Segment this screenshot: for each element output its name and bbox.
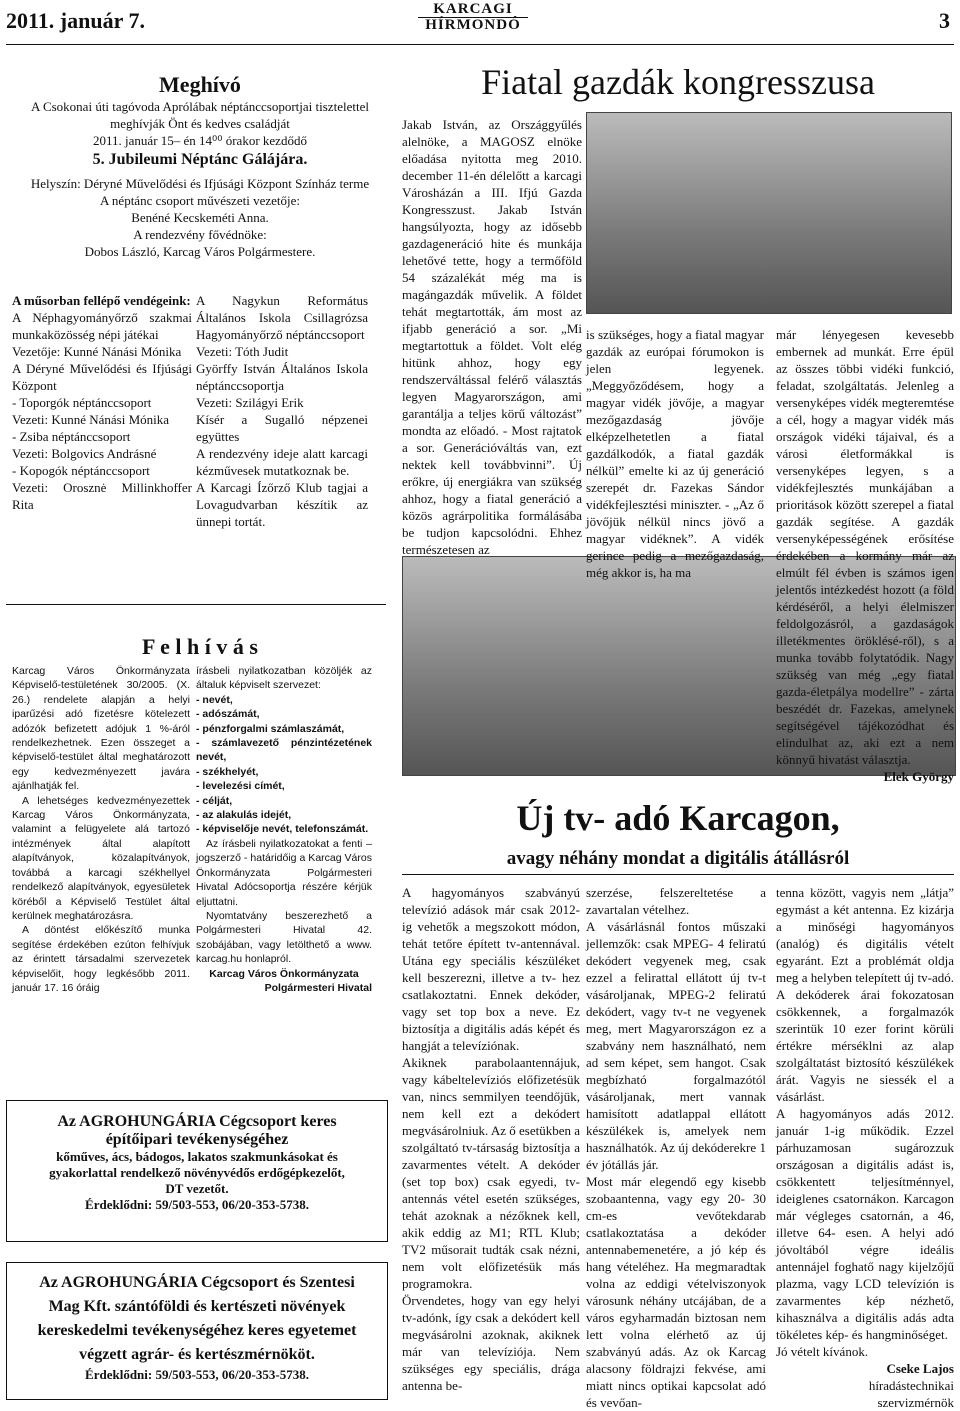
required-item: - számlavezető pénzintézetének nevét, bbox=[196, 737, 372, 764]
required-item: - pénzforgalmi számlaszámát, bbox=[196, 722, 345, 735]
required-item: - levelezési címét, bbox=[196, 780, 285, 793]
performer-line: Vezeti: Szilágyi Erik bbox=[196, 395, 304, 410]
tv-col-2: szerzése, felszereltetése a zavartalan vételhez. A vásárlásnál fontos műszaki jellemzők: csak MPEG- 4 feliratú dekódert vegyenek meg, csak ezzel a felirattal ellátott új tv-t vásároljanak, MPEG-2 feliratú dekódert, vagy tv-t ne vegyenek meg, mert Magyarországon ez a szabvány nem használható, nem ad sem képet, sem hangot. Csak megbízható forgalmazótól vásároljanak, mert vannak hamisított adatlappal ellátott készülékek is, amelyek nem használhatók. Az új dekóderekre 1 év jótállás jár. Most már elegendő egy kisebb szobaantenna, vagy egy 20- 30 cm-es vevőtekdarab csatlakoztatása a dekóder antennabemenetére, a jó kép és hang vételéhez. Ha megmaradtak volna az eddigi vételviszonyok városunk néhány utcájában, de a város egyharmadán biztosan nem lett volna elérhető az új szabványú adás. Az ok Karcag alacsony földrajzi fekvése, ami miatt nincs optikai kapcsolat adó és vevőan- bbox=[586, 885, 766, 1410]
performer-line: A Karcagi Ízőrző Klub tagjai a Lovagudvarban készítik az ünnepi tortát. bbox=[196, 480, 368, 529]
article-title-young-farmers: Fiatal gazdák kongresszusa bbox=[481, 62, 875, 102]
invitation-left-column: A műsorban fellépő vendégeink: A Néphagyományőrző szakmai munkaközösség népi játékai Vezetője: Kunné Nánási Mónika A Déryné Művelődési és Ifjúsági Központ - Toporgók néptánccsoport Vezeti: Kunné Nánási Mónika - Zsiba néptánccsoport Vezeti: Bolgovics Andrásné - Kopogók néptánccsoport Vezeti: Orosznė Millinkhoffer Rita bbox=[12, 293, 192, 512]
performer-list-left bbox=[12, 309, 192, 513]
header-rule bbox=[6, 44, 954, 45]
required-item: - célját, bbox=[196, 794, 233, 807]
performer-line: A Déryné Művelődési és Ifjúsági Központ bbox=[12, 361, 192, 393]
tv-col-1: A hagyományos szabványú televízió adások már csak 2012- ig vehetők a megszokott módon, tehát tetőre épített tv-antennával. Utána egy speciális készüléket kell beszerezni, illetve a tv- hez csatlakoztatni. Ennek dekóder, vagy set top box a neve. Ez biztosítja a digitális adás képét és hangját a televíziónak. Akiknek parabolaantennájuk, vagy kábeltelevíziós előfizetésük van, nincs semmilyen teendőjük, nem kell ezt a dekódert megvásárolniuk. Az ő esetükben a szolgáltató tv-társaság biztosítja a zavarmentes vételt. A dekóder (set top box) csak egyedi, tv-antennás vétel esetén szükséges, tehát azoknak a nézőknek kell, akik eddig az M1; RTL Klub; TV2 műsorait tudták csak nézni, nem volt előfizetésük más programokra. Örvendetes, hogy van egy helyi tv-adónk, így csak a dekódert kell megvásárolni azoknak, akiknek már van televíziója. Nem szükséges egy speciális, drága antenna be- bbox=[402, 885, 580, 1393]
masthead-logo: KARCAGI HÍRMONDÓ bbox=[418, 2, 528, 33]
page-header bbox=[0, 0, 960, 44]
performer-line: Vezeti: Bolgovics Andrásné bbox=[12, 446, 157, 461]
job-ad-2: Az AGROHUNGÁRIA Cégcsoport és Szentesi Mag Kft. szántóföldi és kertészeti növények kereskedelmi tevékenységéhez keres egyetemet végzett agrár- és kertészmérnököt. Érdeklődni: 59/503-553, 06/20-353-5738. bbox=[6, 1262, 388, 1400]
performer-line: - Zsiba néptánccsoport bbox=[12, 429, 131, 444]
invitation-article: Meghívó A Csokonai úti tagóvoda Aprólábak néptánccsoportjai tisztelettel meghívják Önt és kedves családját 2011. január 15– én 14⁰⁰ órakor kezdődő 5. Jubileumi Néptánc Gálájára. Helyszín: Déryné Művelődési és Ifjúsági Központ Színház terme A néptánc csoport művészeti vezetője: Benéné Kecskeméti Anna. A rendezvény fővédnöke: Dobos László, Karcag Város Polgármestere. bbox=[12, 72, 388, 260]
performer-line: - Kopogók néptánccsoport bbox=[12, 463, 150, 478]
appeal-column-1: Karcag Város Önkormányzata Képviselő-testületének 30/2005. (X. 26.) rendelete alapján a helyi iparűzési adó fizetésre kötelezett adózók befizetett adójuk 1 %-áról rendelkezhetnek. Ezen összeget a képviselő-testület által meghatározott egy kedvezményezett javára ajánlhatják fel. A lehetséges kedvezményezettek Karcag Város Önkormányzata, valamint a felügyelete alá tartozó intézmények által alapított alapítványok, közalapítványok, továbbá a karcagi székhellyel rendelkező alapítványok, egyesületek köréből a Képviselő Testület által kerülnek meghatározásra. A döntést előkészítő munka segítése érdekében ezúton felhívjuk az érintett társadalmi szervezetek képviselőit, hogy legkésőbb 2011. január 17. 16 óráig bbox=[12, 665, 190, 994]
appeal-title: F e l h í v á s bbox=[142, 634, 258, 659]
performer-line: A Néphagyományőrző szakmai munkaközösség népi játékai bbox=[12, 310, 192, 342]
young-farmers-col-3: már lényegesen kevesebb embernek ad munkát. Erre épül az összes többi vidéki funkció, feladat, szolgáltatás. Jelenleg a versenyképes vidék megteremtése a cél, hogy a magyar vidék más országok vidéki tájaival, és a városi életformákkal is versenyképes legyen, s a vidékfejlesztés munkájában a prioritások között szerepel a fiatal gazdák segítése. A gazdák versenyképességének erősítése érdekében a kormány már az elmúlt fél évben is számos igen jelentős intézkedést hozott (a föld kérdéséről, a helyi élelmiszer feldolgozásról, a gazdaságok illetékmentes öröklésé-ről), s a munka tovább folytatódik. Nagy szükség van még „egy fiatal gazda-életpálya modellre” - zárta beszédét dr. Fazekas, amelynek segítségével tájékozódhat és elindulhat az, aki ezt a nem könnyű hivatást választja. Elek György bbox=[776, 327, 954, 784]
tv-col-3: tenna között, vagyis nem „látja” egymást a két antenna. Ez kizárja a minőségi hagyományos (analóg) és digitális vételt egyaránt. Ezt a problémát oldja meg a helyben telepített új tv-adó. A dekóderek árai fokozatosan csökkennek, a forgalmazók szerintük 10 ezer forint körüli értékre mérséklni az alap szolgáltatást biztosító készülékek árát. Vagyis ne siessék el a vásárlást. A hagyományos adás 2012. január 1-ig működik. Ezzel párhuzamosan sugározzuk országosan a digitális adást is, csökkentett teljesítménnyel, ideiglenes csatornákon. Karcagon már végleges csatornán, a 46, illetve 64- esen. A helyi adó jóvoltából végre ideális antennájel foghatő nagy kijelzőjű plazma, vagy LCD televízión is zavarmentes kép nézhető, kihasználva a digitális adás adta tökéletes kép- és hangminőséget. Jó vételt kívánok. Cseke Lajos híradástechnikai szervizmérnök bbox=[776, 885, 954, 1410]
page-number: 3 bbox=[939, 8, 950, 33]
required-item: - székhelyét, bbox=[196, 765, 259, 778]
performer-list-right bbox=[196, 292, 368, 530]
performer-line: A Nagykun Református Általános Iskola Csillagrózsa Hagyományőrző néptánccsoport bbox=[196, 293, 368, 342]
required-item: - képviselője nevét, telefonszámát. bbox=[196, 823, 369, 836]
performer-line: Vezetője: Kunné Nánási Mónika bbox=[12, 344, 182, 359]
required-item: - adószámát, bbox=[196, 708, 260, 721]
performer-line: Vezeti: Kunné Nánási Mónika bbox=[12, 412, 170, 427]
performer-line: - Toporgók néptánccsoport bbox=[12, 395, 152, 410]
performer-line: Vezeti: Tóth Judit bbox=[196, 344, 289, 359]
job-ad-1: Az AGROHUNGÁRIA Cégcsoport keres építőipari tevékenységéhez kőműves, ács, bádogos, lakatos szakmunkásokat és gyakorlattal rendelkező növényvédős erdőgépkezelőt, DT vezetőt. Érdeklődni: 59/503-553, 06/20-353-5738. bbox=[6, 1100, 388, 1242]
tv-article-subtitle: avagy néhány mondat a digitális átállásról bbox=[402, 848, 954, 875]
photo-panel bbox=[586, 112, 952, 314]
performer-line: A rendezvény ideje alatt karcagi kézművesek mutatkoznak be. bbox=[196, 446, 368, 478]
divider bbox=[6, 604, 386, 605]
invitation-title: Meghívó bbox=[159, 72, 241, 97]
required-item: - az alakulás idejét, bbox=[196, 809, 292, 822]
invitation-right-column bbox=[196, 292, 368, 530]
issue-date: 2011. január 7. bbox=[6, 8, 145, 33]
required-data-list bbox=[196, 693, 372, 837]
appeal-column-2: írásbeli nyilatkozatban közöljék az általuk képviselt szervezet: - nevét, - adószámát, - pénzforgalmi számlaszámát, - számlavezető pénzintézetének nevét, - székhelyét, - levelezési címét, - célját, - az alakulás idejét, - képviselője nevét, telefonszámát. Az írásbeli nyilatkozatokat a fenti – jogszerző - határidőig a Karcag Város Önkormányzata Polgármesteri Hivatal Adócsoportja részére kérjük eljuttatni. Nyomtatvány beszerezhető a Polgármesteri Hivatal 42. szobájában, vagy letölthető a www. karcag.hu honlapról. Karcag Város Önkormányzata Polgármesteri Hivatal bbox=[196, 665, 372, 994]
young-farmers-col-1: Jakab István, az Országgyűlés alelnöke, a MAGOSZ elnöke előadása nyitotta meg 2010. december 11-én délelőtt a karcagi Városházán a III. Ifjú Gazda Kongresszust. Jakab István hangsúlyozta, hogy az idősebb gazdageneráció hite és munkája lehetővé tette, hogy a termőföld 54 százalékát még ma is magángazdák művelik. A földet tehát megtartották, ám most az ifjabb generáció a sor. „Mi megtartottuk a földet. Volt elég hitünk ahhoz, hogy egy rendszerváltással felérő választás legyen Magyarországon, ami garantálja a teljes körű változást” mondta az előadó. - Most rajtatok a sor. Generációváltás van, ezt nektek kell továbbvinni”. Új erőkre, új energiákra van szükség ahhoz, hogy a fiatal generáció a közös agrárpolitika formálásába be tudjon kapcsolódni. Ehhez természetesen az bbox=[402, 117, 582, 557]
performer-line: Kísér a Sugalló népzenei együttes bbox=[196, 412, 368, 444]
young-farmers-col-2: is szükséges, hogy a fiatal magyar gazdák az európai fórumokon is jelen legyenek. „Meggyőződésem, hogy a magyar vidék jövője, a magyar mezőgazdaság jövője elképzelhetetlen a fiatal gazdálkodók, a fiatal gazdák nélkül” emelte ki az új generáció szerepét dr. Fazekas Sándor vidékfejlesztési miniszter. - „Az ő jövőjük nélkül nincs jövő a magyar vidéknek”. A vidék gerince pedig a mezőgazdaság, még akkor is, ha ma bbox=[586, 327, 764, 580]
performer-line: Györffy István Általános Iskola néptánccsoportja bbox=[196, 361, 368, 393]
required-item: - nevét, bbox=[196, 693, 233, 706]
tv-article-title: Új tv- adó Karcagon, bbox=[516, 798, 840, 838]
performer-line: Vezeti: Orosznė Millinkhoffer Rita bbox=[12, 480, 192, 512]
